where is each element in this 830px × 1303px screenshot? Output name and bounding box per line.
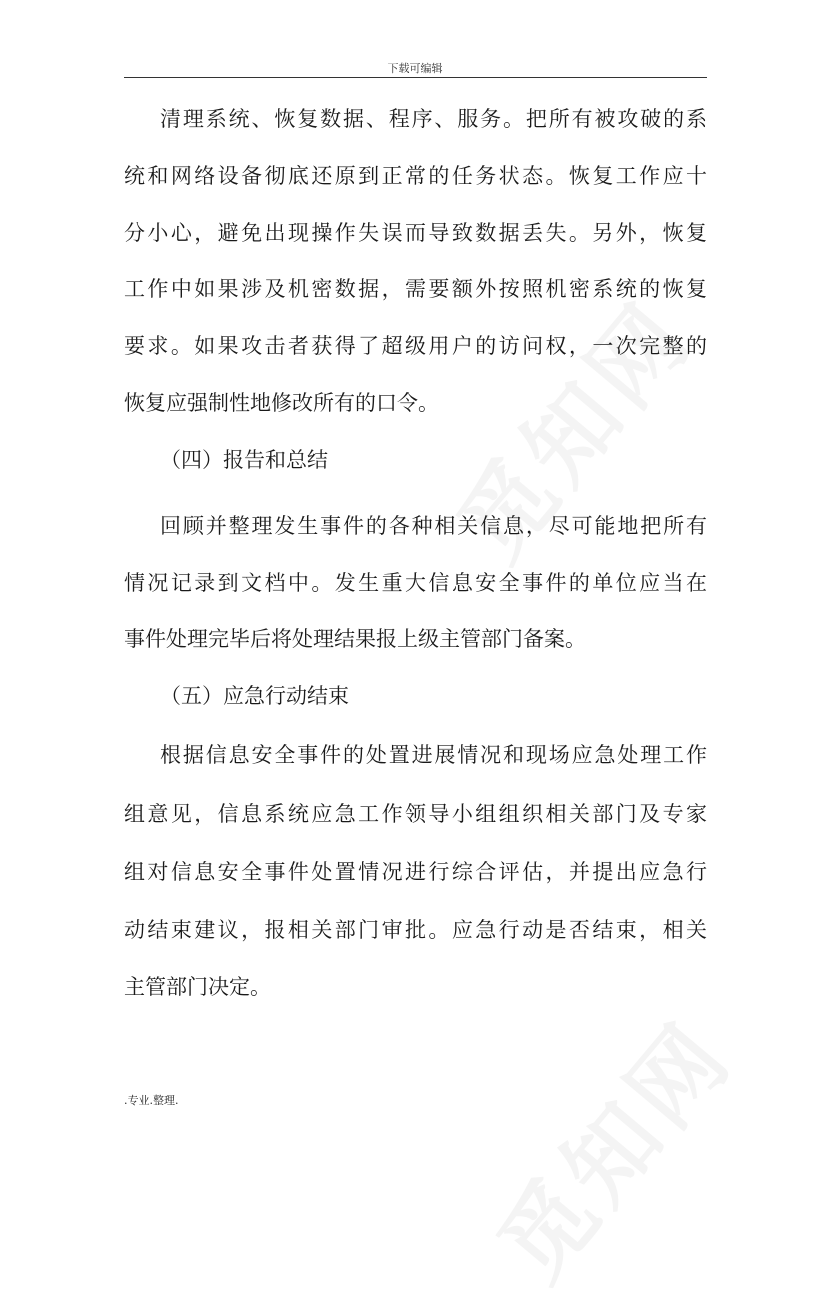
paragraph-line: 要求。如果攻击者获得了超级用户的访问权，一次完整的 xyxy=(124,334,707,358)
section-heading: （四）报告和总结 xyxy=(160,448,328,472)
header-divider xyxy=(124,77,707,78)
paragraph-line: 事件处理完毕后将处理结果报上级主管部门备案。 xyxy=(124,627,586,651)
watermark xyxy=(463,989,757,1303)
paragraph-line: 恢复应强制性地修改所有的口令。 xyxy=(124,391,439,415)
paragraph-line: 清理系统、恢复数据、程序、服务。把所有被攻破的系 xyxy=(160,107,707,131)
paragraph-line: 主管部门决定。 xyxy=(124,975,271,999)
section-heading: （五）应急行动结束 xyxy=(160,684,349,708)
paragraph-line: 根据信息安全事件的处置进展情况和现场应急处理工作 xyxy=(160,743,707,767)
page-header: 下载可编辑 xyxy=(387,62,443,75)
paragraph-line: 工作中如果涉及机密数据，需要额外按照机密系统的恢复 xyxy=(124,277,707,301)
paragraph-line: 分小心，避免出现操作失误而导致数据丢失。另外，恢复 xyxy=(124,221,707,245)
paragraph-line: 组对信息安全事件处置情况进行综合评估，并提出应急行 xyxy=(124,860,707,884)
paragraph-line: 统和网络设备彻底还原到正常的任务状态。恢复工作应十 xyxy=(124,164,707,188)
paragraph-line: 回顾并整理发生事件的各种相关信息，尽可能地把所有 xyxy=(160,514,707,538)
paragraph-line: 组意见，信息系统应急工作领导小组组织相关部门及专家 xyxy=(124,802,707,826)
page-footer: .专业.整理. xyxy=(124,1094,179,1107)
paragraph-line: 情况记录到文档中。发生重大信息安全事件的单位应当在 xyxy=(124,571,707,595)
paragraph-line: 动结束建议，报相关部门审批。应急行动是否结束，相关 xyxy=(124,918,707,942)
